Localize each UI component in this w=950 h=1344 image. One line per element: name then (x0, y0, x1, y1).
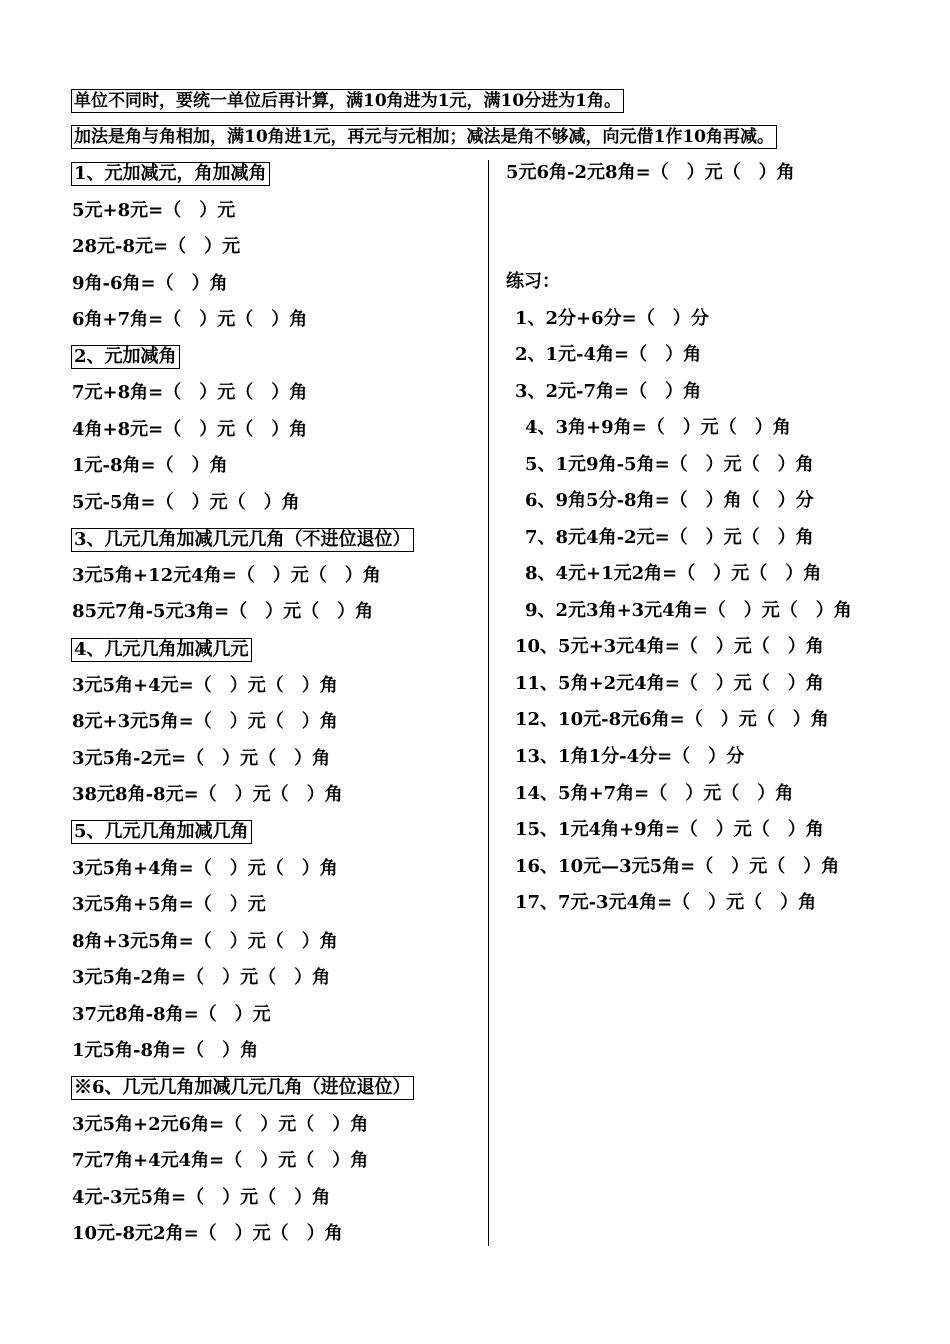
column-divider (488, 160, 489, 1246)
practice-item: 1、2分+6分=（ ）分 (515, 308, 709, 329)
exercise-item: 9角-6角=（ ）角 (72, 273, 228, 294)
section-1-title: 1、元加减元，角加减角 (71, 162, 270, 186)
rule-unit-conversion: 单位不同时，要统一单位后再计算，满10角进为1元，满10分进为1角。 (71, 89, 624, 113)
exercise-item: 3元5角-2元=（ ）元（ ）角 (72, 748, 331, 769)
practice-item: 15、1元4角+9角=（ ）元（ ）角 (515, 819, 824, 840)
exercise-item: 5元+8元=（ ）元 (72, 200, 236, 221)
practice-item: 7、8元4角-2元=（ ）元（ ）角 (525, 527, 814, 548)
practice-item: 4、3角+9角=（ ）元（ ）角 (525, 417, 791, 438)
practice-item: 12、10元-8元6角=（ ）元（ ）角 (515, 709, 829, 730)
exercise-item: 3元5角+2元6角=（ ）元（ ）角 (72, 1114, 369, 1135)
exercise-item: 10元-8元2角=（ ）元（ ）角 (72, 1223, 343, 1244)
practice-item: 17、7元-3元4角=（ ）元（ ）角 (515, 892, 817, 913)
exercise-item: 8角+3元5角=（ ）元（ ）角 (72, 931, 338, 952)
exercise-item: 1元-8角=（ ）角 (72, 455, 228, 476)
exercise-item: 5元-5角=（ ）元（ ）角 (72, 492, 300, 513)
practice-item: 11、5角+2元4角=（ ）元（ ）角 (515, 673, 824, 694)
practice-item: 10、5元+3元4角=（ ）元（ ）角 (515, 636, 824, 657)
exercise-item: 6角+7角=（ ）元（ ）角 (72, 309, 308, 330)
exercise-item: 37元8角-8角=（ ）元 (72, 1004, 271, 1025)
exercise-item: 3元5角-2角=（ ）元（ ）角 (72, 967, 331, 988)
exercise-item: 3元5角+5角=（ ）元 (72, 894, 266, 915)
practice-item: 16、10元—3元5角=（ ）元（ ）角 (515, 856, 840, 877)
exercise-item: 85元7角-5元3角=（ ）元（ ）角 (72, 601, 374, 622)
rule-add-subtract: 加法是角与角相加，满10角进1元，再元与元相加；减法是角不够减，向元借1作10角再减。 (71, 125, 777, 149)
exercise-item: 7元7角+4元4角=（ ）元（ ）角 (72, 1150, 369, 1171)
exercise-item: 7元+8角=（ ）元（ ）角 (72, 382, 308, 403)
exercise-item: 4元-3元5角=（ ）元（ ）角 (72, 1187, 331, 1208)
practice-item: 6、9角5分-8角=（ ）角（ ）分 (525, 490, 814, 511)
exercise-item: 28元-8元=（ ）元 (72, 236, 241, 257)
practice-item: 2、1元-4角=（ ）角 (515, 344, 702, 365)
practice-title: 练习： (506, 271, 560, 292)
exercise-item: 38元8角-8元=（ ）元（ ）角 (72, 784, 343, 805)
section-3-title: 3、几元几角加减几元几角（不进位退位） (71, 528, 414, 552)
section-2-title: 2、元加减角 (71, 345, 180, 369)
exercise-item: 3元5角+4元=（ ）元（ ）角 (72, 675, 338, 696)
practice-item: 14、5角+7角=（ ）元（ ）角 (515, 783, 794, 804)
exercise-item: 4角+8元=（ ）元（ ）角 (72, 419, 308, 440)
section-5-title: 5、几元几角加减几角 (71, 820, 252, 844)
exercise-item: 8元+3元5角=（ ）元（ ）角 (72, 711, 338, 732)
section-4-title: 4、几元几角加减几元 (71, 638, 252, 662)
section-6-title: ※6、几元几角加减几元几角（进位退位） (71, 1076, 414, 1100)
exercise-item: 1元5角-8角=（ ）角 (72, 1040, 259, 1061)
exercise-item: 3元5角+4角=（ ）元（ ）角 (72, 858, 338, 879)
practice-item: 3、2元-7角=（ ）角 (515, 381, 702, 402)
practice-item: 13、1角1分-4分=（ ）分 (515, 746, 745, 767)
exercise-item: 5元6角-2元8角=（ ）元（ ）角 (506, 162, 795, 183)
practice-item: 5、1元9角-5角=（ ）元（ ）角 (525, 454, 814, 475)
practice-item: 8、4元+1元2角=（ ）元（ ）角 (525, 563, 822, 584)
exercise-item: 3元5角+12元4角=（ ）元（ ）角 (72, 565, 381, 586)
practice-item: 9、2元3角+3元4角=（ ）元（ ）角 (525, 600, 852, 621)
